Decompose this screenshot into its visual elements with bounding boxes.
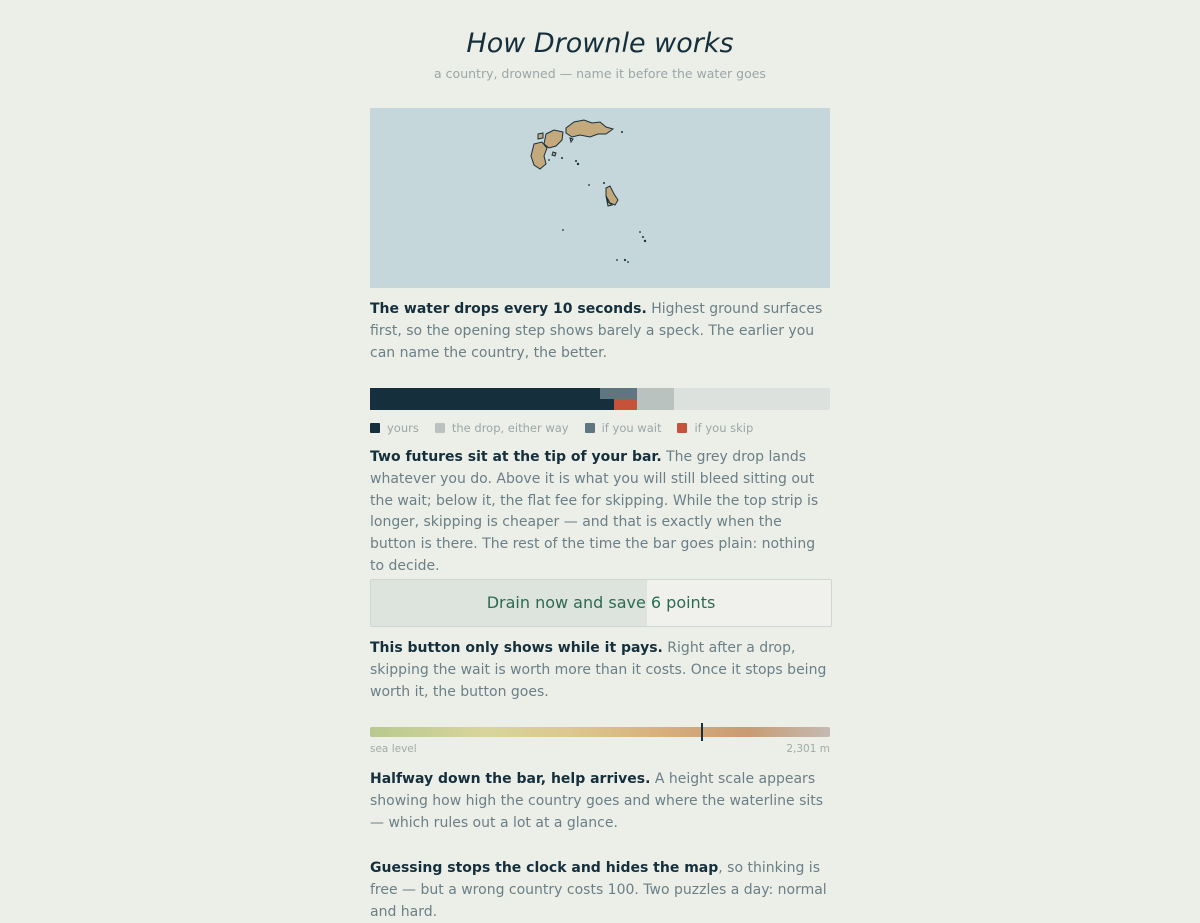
scale-max-label: 2,301 m [786,743,830,755]
legend-label-skip: if you skip [694,421,754,435]
two-futures-explanation [370,447,830,578]
height-scale [370,727,830,737]
water-drop-explanation [370,299,830,364]
score-bar-yours-lower [600,399,614,410]
two-futures-body: The grey drop lands whatever you do. Above it is what you will still bleed sitting out the wait; below it, the flat fee for skipping. While the top strip is longer, skipping is cheaper — and that is exactly when the button is there. The rest of the time the bar goes plain: nothing to decide. [370,449,819,574]
score-bar-if-you-skip [614,399,637,410]
guessing-body: , so thinking is free — but a wrong country costs 100. Two puzzles a day: normal and hard. [370,860,827,920]
drain-button-label: Drain now and save 6 points [486,593,716,612]
legend-label-yours: yours [387,421,419,435]
legend-item-skip [677,421,753,435]
halfway-help-explanation [370,769,830,834]
page-title: How Drownle works [466,28,734,59]
halfway-help-lead: Halfway down the bar, help arrives. [370,771,651,787]
island-main-west [544,130,563,148]
button-explanation-lead: This button only shows while it pays. [370,640,663,656]
halfway-help-body: A height scale appears showing how high the country goes and where the waterline sits — which rules out a lot at a glance. [370,771,824,831]
legend-swatch-wait [585,423,595,433]
score-bar-legend [370,420,830,436]
legend-swatch-yours [370,423,380,433]
height-scale-labels [370,743,830,757]
score-bar-yours [370,388,600,410]
island-main-north [566,120,613,137]
guessing-explanation [370,858,830,923]
water-drop-body: Highest ground surfaces first, so the opening step shows barely a speck. The earlier you can name the country, the better. [370,301,823,361]
water-drop-lead: The water drops every 10 seconds. [370,301,647,317]
legend-swatch-drop [435,423,445,433]
legend-item-yours [370,421,419,435]
legend-label-wait: if you wait [601,421,662,435]
legend-item-wait [585,421,662,435]
legend-swatch-skip [677,423,687,433]
button-explanation [370,638,830,703]
guessing-lead: Guessing stops the clock and hides the map [370,860,719,876]
island-main-southwest [531,142,547,169]
score-bar-if-you-wait [600,388,637,399]
drowned-country-map [370,108,830,288]
drain-now-button[interactable] [370,579,832,627]
island-shapes [370,108,830,288]
legend-label-drop: the drop, either way [451,421,569,435]
scale-min-label: sea level [370,743,417,755]
button-explanation-body: Right after a drop, skipping the wait is worth more than it costs. Once it stops being worth it, the button goes. [370,640,827,700]
legend-item-drop [435,421,569,435]
waterline-marker [701,723,703,741]
score-bar-drop [637,388,674,410]
score-bar [370,388,830,410]
two-futures-lead: Two futures sit at the tip of your bar. [370,449,662,465]
page-subtitle: a country, drowned — name it before the water goes [434,66,766,81]
